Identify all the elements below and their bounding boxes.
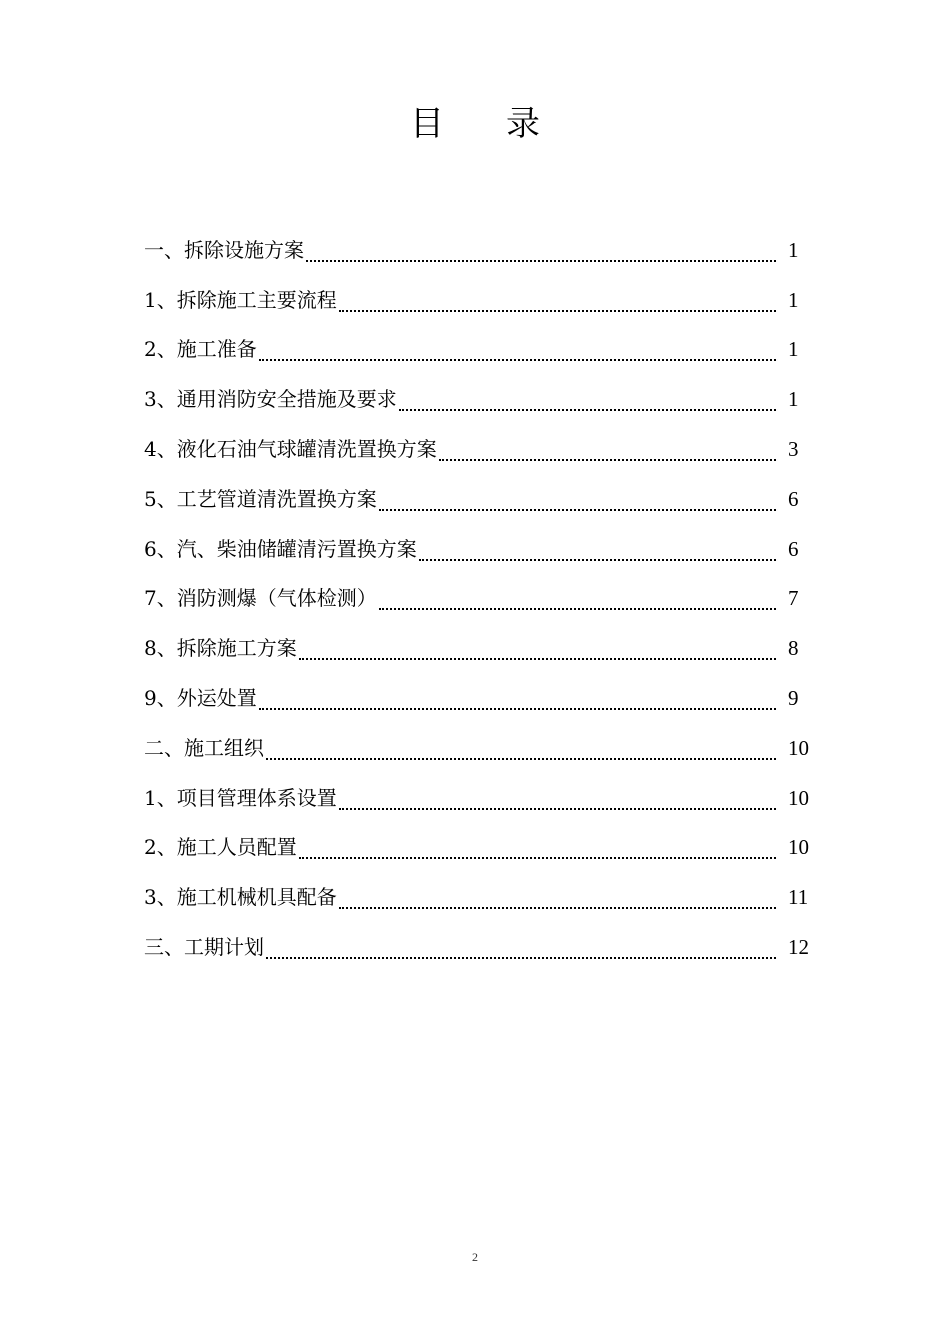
toc-entry-page: 6 (788, 536, 799, 561)
toc-entry[interactable] (144, 517, 824, 567)
toc-entry[interactable] (144, 268, 824, 318)
toc-dot-leader (419, 558, 776, 561)
toc-entry-label: 2、施工准备 (144, 337, 257, 362)
toc-entry-page: 10 (788, 785, 809, 810)
page-number: 2 (472, 1250, 478, 1264)
page-title: 目录 (410, 104, 602, 144)
toc-entry-label: 三、工期计划 (144, 934, 264, 959)
toc-entry-label: 8、拆除施工方案 (144, 636, 297, 661)
toc-entry-label: 1、拆除施工主要流程 (144, 287, 337, 312)
toc-entry[interactable] (144, 865, 824, 915)
toc-entry-page: 12 (788, 934, 809, 959)
toc-entry[interactable] (144, 417, 824, 467)
toc-entry[interactable] (144, 766, 824, 816)
toc-entry-label: 3、施工机械机具配备 (144, 885, 337, 910)
toc-entry-page: 1 (788, 287, 799, 312)
toc-entry-label: 5、工艺管道清洗置换方案 (144, 486, 377, 511)
toc-entry-label: 1、项目管理体系设置 (144, 785, 337, 810)
toc-dot-leader (339, 309, 776, 312)
toc-entry-page: 11 (788, 885, 809, 910)
toc-entry-page: 10 (788, 835, 809, 860)
toc-entry-page: 1 (788, 237, 799, 262)
toc-dot-leader (299, 657, 776, 660)
toc-dot-leader (339, 906, 776, 909)
toc-dot-leader (339, 807, 776, 810)
toc-entry-label: 二、施工组织 (144, 735, 264, 760)
toc-dot-leader (379, 508, 776, 511)
toc-entry-label: 3、通用消防安全措施及要求 (144, 387, 397, 412)
toc-entry[interactable] (144, 716, 824, 766)
toc-entry[interactable] (144, 567, 824, 617)
toc-entry[interactable] (144, 318, 824, 368)
toc-dot-leader (439, 458, 776, 461)
toc-entry[interactable] (144, 367, 824, 417)
toc-entry-page: 6 (788, 486, 799, 511)
toc-entry-page: 1 (788, 337, 799, 362)
toc-entry-label: 7、消防测爆（气体检测） (144, 586, 377, 611)
toc-dot-leader (259, 358, 776, 361)
toc-entry[interactable] (144, 915, 824, 965)
toc-entry-page: 3 (788, 436, 799, 461)
toc-dot-leader (379, 607, 776, 610)
toc-entry-page: 10 (788, 735, 809, 760)
toc-entry[interactable] (144, 616, 824, 666)
toc-dot-leader (266, 757, 776, 760)
toc-dot-leader (266, 956, 776, 959)
toc-entry[interactable] (144, 666, 824, 716)
toc-entry-label: 4、液化石油气球罐清洗置换方案 (144, 436, 437, 461)
toc-entry-label: 6、汽、柴油储罐清污置换方案 (144, 536, 417, 561)
toc-entry-page: 8 (788, 636, 799, 661)
toc-dot-leader (399, 408, 776, 411)
toc-dot-leader (299, 856, 776, 859)
toc-dot-leader (259, 707, 776, 710)
toc-entry-page: 9 (788, 685, 799, 710)
toc-entry-label: 9、外运处置 (144, 685, 257, 710)
toc-entry[interactable] (144, 816, 824, 866)
table-of-contents (144, 218, 824, 965)
toc-entry-page: 7 (788, 586, 799, 611)
toc-dot-leader (306, 259, 776, 262)
toc-entry[interactable] (144, 467, 824, 517)
toc-entry-label: 一、拆除设施方案 (144, 237, 304, 262)
toc-entry-page: 1 (788, 387, 799, 412)
toc-entry-label: 2、施工人员配置 (144, 835, 297, 860)
toc-entry[interactable] (144, 218, 824, 268)
